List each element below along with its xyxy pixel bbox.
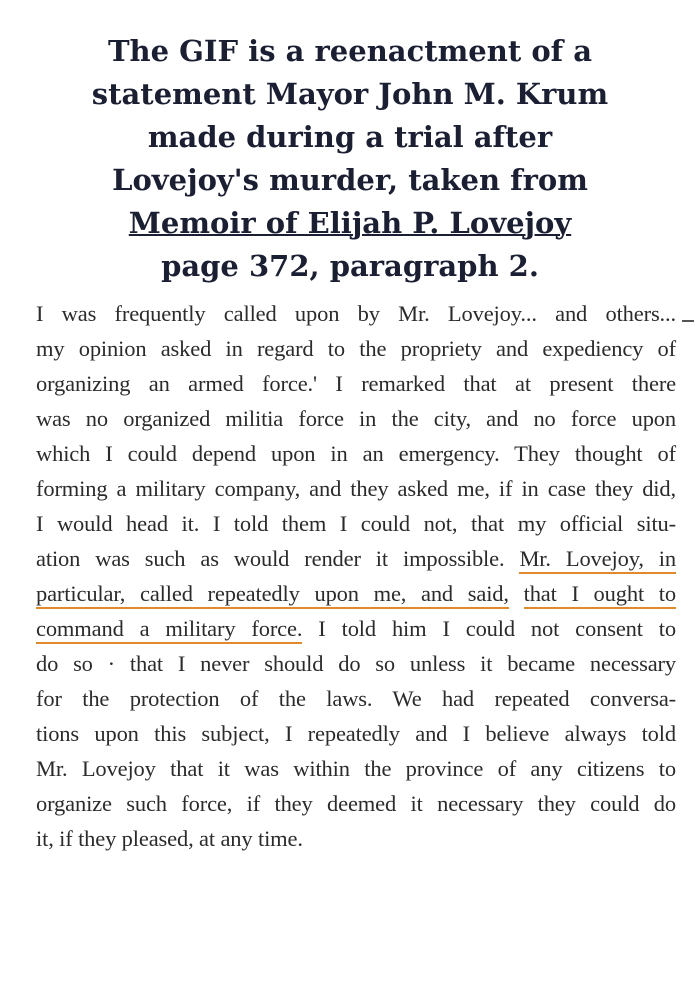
- passage-line: my opinion asked in regard to the propriety and expediency of: [36, 336, 676, 361]
- passage-line: do so · that I never should do so unless it became necessary: [36, 651, 676, 676]
- caption-line: made during a trial after: [147, 120, 553, 154]
- highlighted-segment: command a military force.: [36, 616, 302, 644]
- caption-line: The GIF is a reenactment of a: [107, 34, 593, 68]
- caption-line: Lovejoy's murder, taken from: [112, 163, 588, 197]
- passage-line: which I could depend upon in an emergency. They thought of: [36, 441, 676, 466]
- scanned-passage: [0, 290, 700, 996]
- passage-line: [36, 576, 676, 611]
- passage-line: tions upon this subject, I repeatedly and I believe always told: [36, 721, 676, 746]
- margin-dash: [682, 320, 694, 322]
- passage-segment: I told him I could not consent to: [318, 616, 677, 641]
- passage-line: [36, 611, 676, 646]
- passage-line: forming a military company, and they asked me, if in case they did,: [36, 476, 676, 501]
- passage-line: [36, 541, 676, 576]
- passage-line: it, if they pleased, at any time.: [36, 826, 303, 851]
- highlighted-segment: particular, called repeatedly upon me, and said,: [36, 581, 509, 609]
- highlighted-segment: that I ought to: [524, 581, 676, 609]
- passage-line: for the protection of the laws. We had repeated conversa-: [36, 686, 676, 711]
- passage-line: I was frequently called upon by Mr. Lovejoy... and others...: [36, 301, 676, 326]
- passage-line: I would head it. I told them I could not, that my official situ-: [36, 511, 676, 536]
- passage-segment: ation was such as would render it impossible.: [36, 546, 505, 571]
- passage-text: [36, 296, 676, 856]
- caption-header: [0, 30, 700, 288]
- passage-line: Mr. Lovejoy that it was within the province of any citizens to: [36, 756, 676, 781]
- caption-line: page 372, paragraph 2.: [161, 249, 539, 283]
- caption-line: statement Mayor John M. Krum: [91, 77, 609, 111]
- passage-line: was no organized militia force in the city, and no force upon: [36, 406, 676, 431]
- highlighted-segment: Mr. Lovejoy, in: [519, 546, 676, 574]
- passage-line: organizing an armed force.' I remarked that at present there: [36, 371, 676, 396]
- book-title: Memoir of Elijah P. Lovejoy: [128, 206, 572, 240]
- passage-line: organize such force, if they deemed it necessary they could do: [36, 791, 676, 816]
